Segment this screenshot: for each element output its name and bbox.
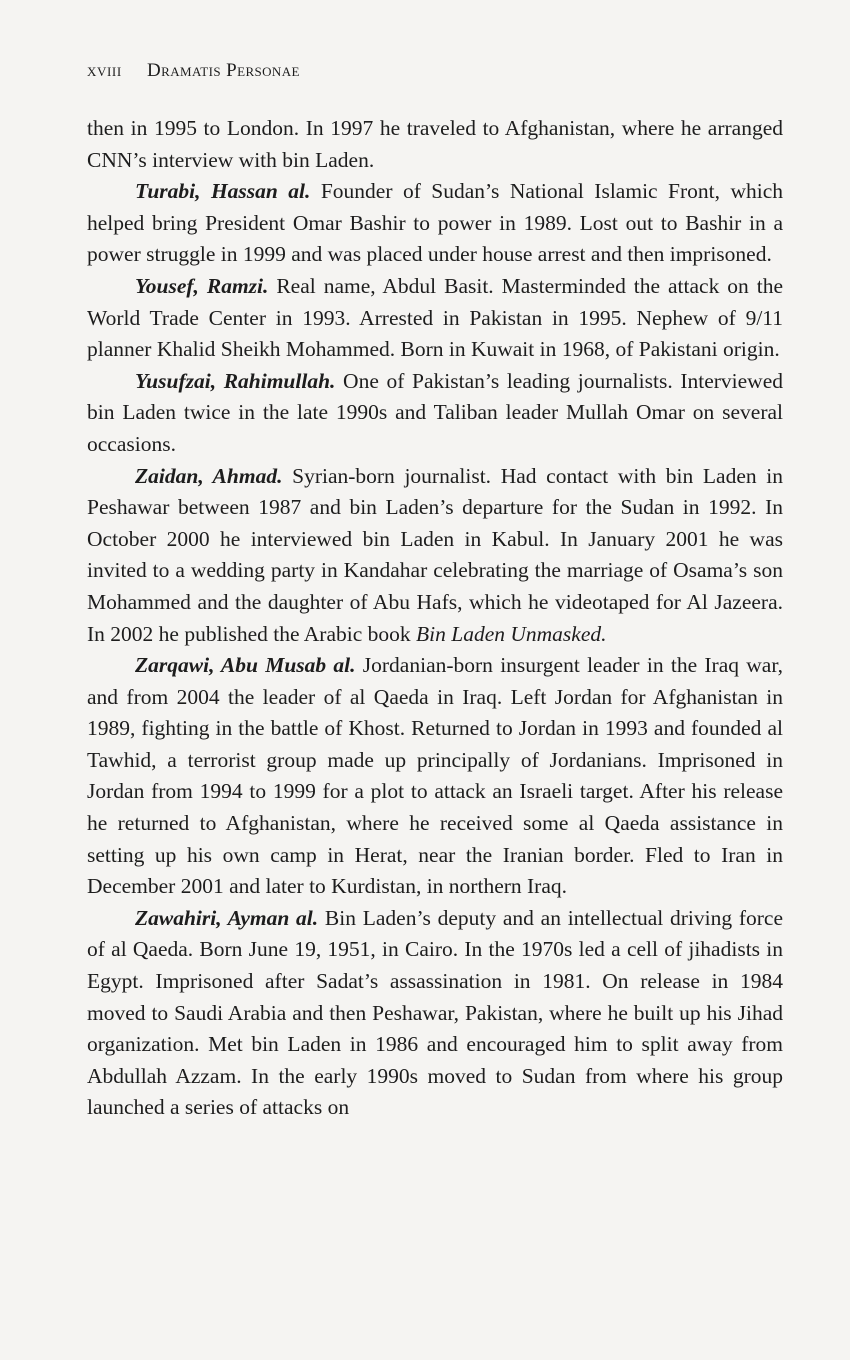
entry-name: Yousef, Ramzi.: [135, 273, 269, 298]
entry-zawahiri: [87, 903, 783, 1124]
entry-zarqawi: [87, 650, 783, 903]
entry-yusufzai: [87, 366, 783, 461]
page-number: xviii: [87, 60, 122, 80]
entry-name: Turabi, Hassan al.: [135, 179, 311, 204]
entry-text: Founder of Sudan’s National Islamic Front, which helped bring President Omar Bashir to power in 1989. Lost out to Bashir in a power struggle in 1999 and was placed under house arrest and then imprisoned.: [87, 179, 783, 267]
entry-text: Bin Laden’s deputy and an intellectual driving force of al Qaeda. Born June 19, 1951, in Cairo. In the 1970s led a cell of jihadists in Egypt. Imprisoned after Sadat’s assassination in 1981. On release in 1984 moved to Saudi Arabia and then Peshawar, Pakistan, where he built up his Jihad organization. Met bin Laden in 1986 and encouraged him to split away from Abdullah Azzam. In the early 1990s moved to Sudan from where his group launched a series of attacks on: [87, 905, 784, 1120]
entry-turabi: [87, 176, 783, 271]
body-text: [87, 113, 783, 1124]
running-head: [87, 60, 783, 90]
entry-text: Jordanian-born insurgent leader in the Iraq war, and from 2004 the leader of al Qaeda in Iraq. Left Jordan for Afghanistan in 1989, fighting in the battle of Khost. Returned to Jordan in 1993 and founded al Tawhid, a terrorist group made up principally of Jordanians. Imprisoned in Jordan from 1994 to 1999 for a plot to attack an Israeli target. After his release he returned to Afghanistan, where he received some al Qaeda assistance in setting up his own camp in Herat, near the Iranian border. Fled to Iran in December 2001 and later to Kurdistan, in northern Iraq.: [87, 653, 783, 899]
continuation-paragraph: then in 1995 to London. In 1997 he traveled to Afghanistan, where he arranged CNN’s interview with bin Laden.: [87, 116, 783, 172]
entry-name: Zawahiri, Ayman al.: [135, 905, 319, 930]
entry-text: One of Pakistan’s leading journalists. Interviewed bin Laden twice in the late 1990s and Taliban leader Mullah Omar on several occasions.: [87, 368, 783, 456]
entry-name: Zarqawi, Abu Musab al.: [135, 653, 356, 678]
entry-zaidan: [87, 461, 783, 651]
entry-name: Yusufzai, Rahimullah.: [135, 368, 336, 393]
entry-yousef: [87, 271, 783, 366]
book-page: [87, 60, 783, 1124]
running-head-title: Dramatis Personae: [147, 60, 300, 81]
entry-name: Zaidan, Ahmad.: [135, 463, 283, 488]
book-title: Bin Laden Unmasked.: [416, 621, 607, 646]
entry-text: Real name, Abdul Basit. Masterminded the attack on the World Trade Center in 1993. Arrested in Pakistan in 1995. Nephew of 9/11 planner Khalid Sheikh Mohammed. Born in Kuwait in 1968, of Pakistani origin.: [87, 273, 783, 362]
entry-text: Syrian-born journalist. Had contact with bin Laden in Peshawar between 1987 and bin Laden’s departure for the Sudan in 1992. In October 2000 he interviewed bin Laden in Kabul. In January 2001 he was invited to a wedding party in Kandahar celebrating the marriage of Osama’s son Mohammed and the daughter of Abu Hafs, which he videotaped for Al Jazeera. In 2002 he published the Arabic book: [87, 463, 783, 646]
